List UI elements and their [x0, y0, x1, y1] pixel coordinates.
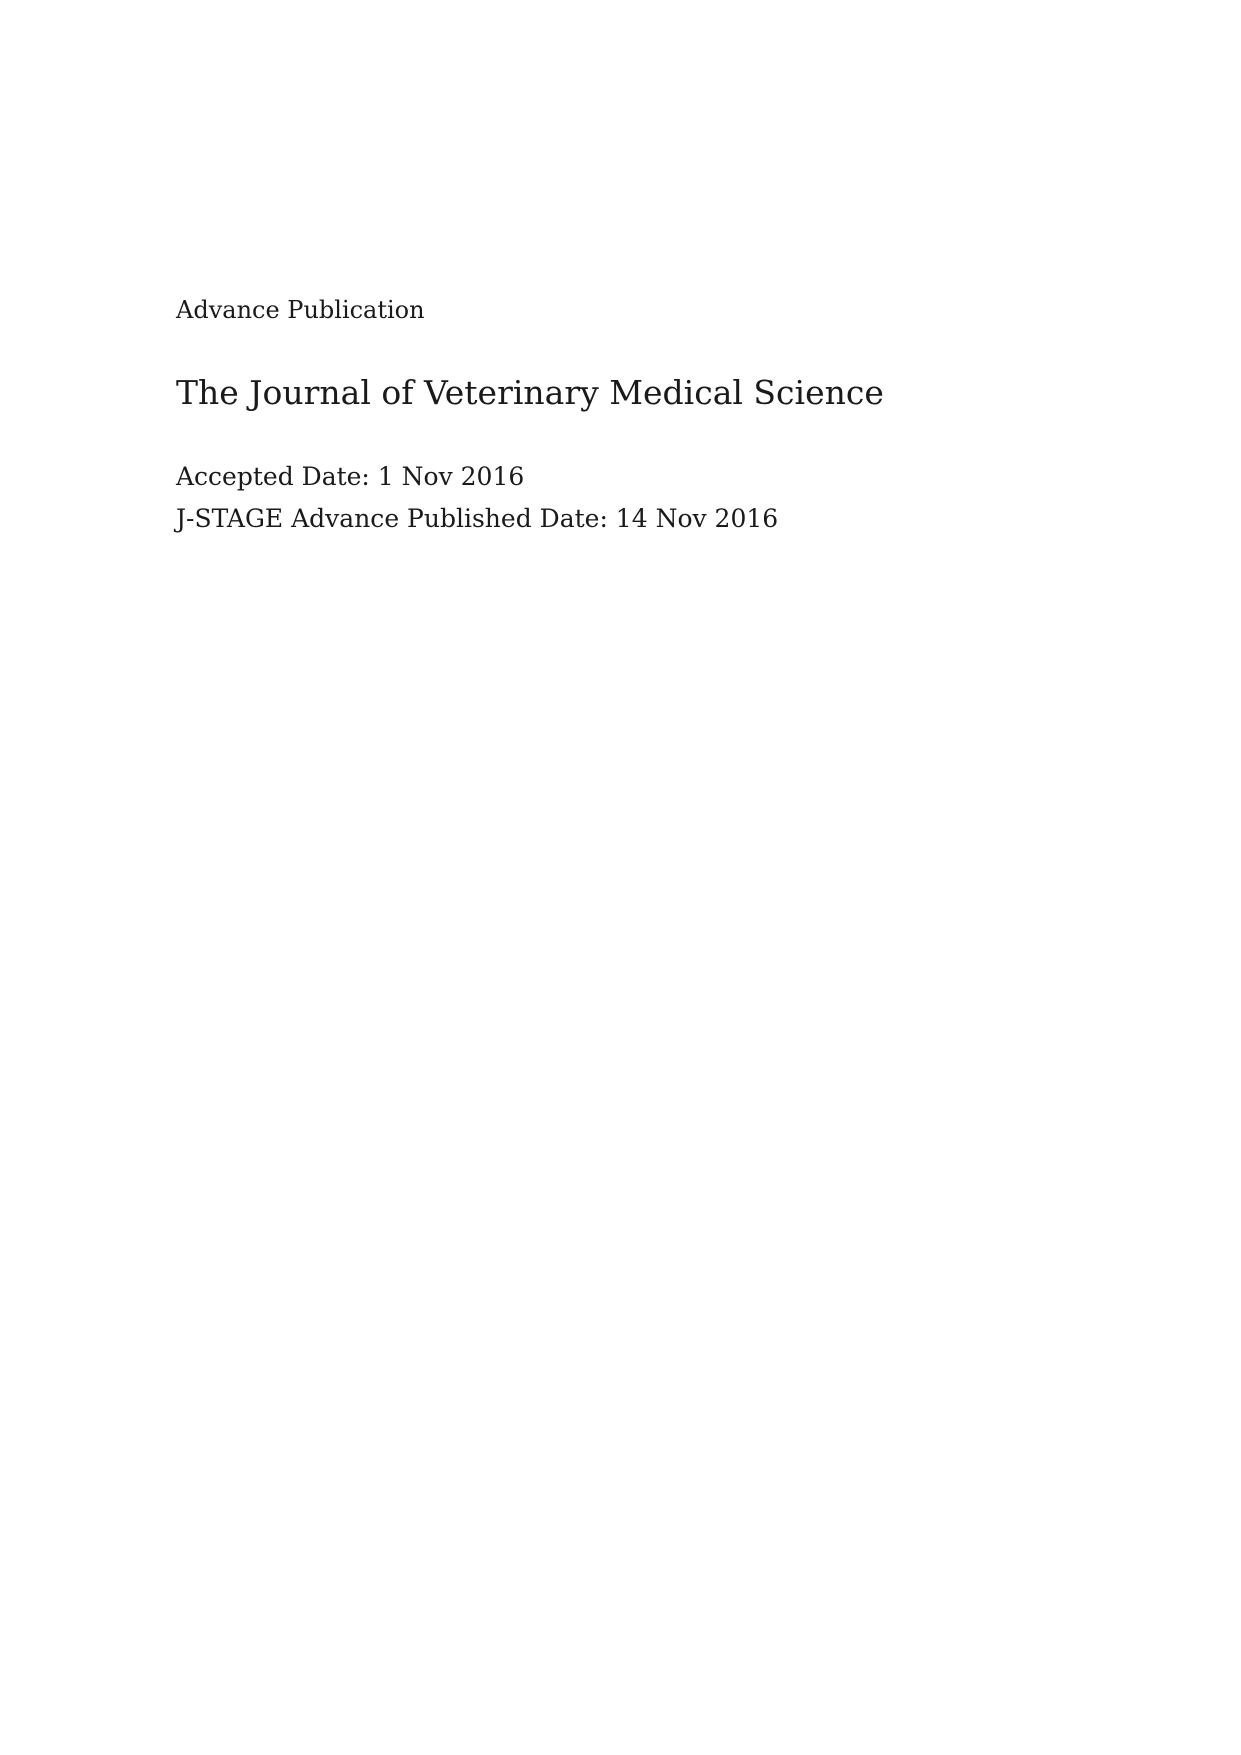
advance-publication-label: Advance Publication	[176, 296, 425, 324]
journal-title: The Journal of Veterinary Medical Science	[176, 373, 884, 412]
accepted-date: Accepted Date: 1 Nov 2016	[176, 462, 525, 491]
published-date: J-STAGE Advance Published Date: 14 Nov 2016	[176, 504, 779, 533]
